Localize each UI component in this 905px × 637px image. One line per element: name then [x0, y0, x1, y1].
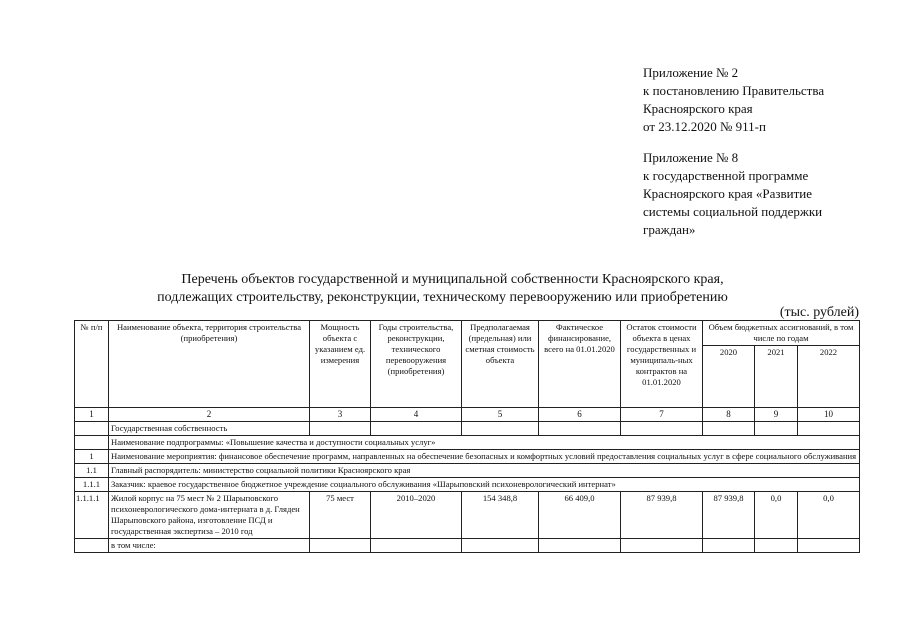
- objects-table: [74, 320, 860, 553]
- col-number: 9: [755, 408, 798, 422]
- table-row: [75, 539, 860, 553]
- manager-number: 1.1: [75, 464, 109, 478]
- object-capacity: 75 мест: [310, 492, 371, 539]
- object-name: Жилой корпус на 75 мест № 2 Шарыповского психоневрологического дома-интерната в д. Гляден Шарыповского района, изготовление ПСД и государственная экспертиза – 2010 год: [109, 492, 310, 539]
- header-name: Наименование объекта, территория строительства (приобретения): [109, 321, 310, 408]
- header-year-2022: 2022: [798, 346, 860, 408]
- col-number: 6: [539, 408, 621, 422]
- appendix-block-2: [643, 149, 822, 239]
- col-number: 5: [462, 408, 539, 422]
- appendix-2-line3: системы социальной поддержки: [643, 204, 823, 219]
- units-label: (тыс. рублей): [779, 305, 859, 320]
- header-year-2020: 2020: [703, 346, 755, 408]
- appendix-block-1: [643, 64, 824, 136]
- col-number: 7: [621, 408, 703, 422]
- subprogram-label: Наименование подпрограммы: «Повышение качества и доступности социальных услуг»: [109, 436, 860, 450]
- header-remaining: Остаток стоимости объекта в ценах государственных и муниципаль-ных контрактов на 01.01.2020: [621, 321, 703, 408]
- appendix-1-title: Приложение № 2: [643, 65, 739, 80]
- col-number: 8: [703, 408, 755, 422]
- object-years: 2010–2020: [371, 492, 462, 539]
- appendix-2-title: Приложение № 8: [643, 150, 739, 165]
- table-row: [75, 478, 860, 492]
- object-cost: 154 348,8: [462, 492, 539, 539]
- header-year-2021: 2021: [755, 346, 798, 408]
- customer-number: 1.1.1: [75, 478, 109, 492]
- table-row: [75, 422, 860, 436]
- header-capacity: Мощность объекта с указанием ед. измерения: [310, 321, 371, 408]
- object-remaining: 87 939,8: [621, 492, 703, 539]
- table-row: [75, 464, 860, 478]
- appendix-2-line1: к государственной программе: [643, 168, 809, 183]
- header-budget: Объем бюджетных ассигнований, в том числе по годам: [703, 321, 860, 346]
- header-num: № п/п: [75, 321, 109, 408]
- appendix-1-line1: к постановлению Правительства: [643, 83, 825, 98]
- header-actual: Фактическое финансирование, всего на 01.01.2020: [539, 321, 621, 408]
- document-title-line2: подлежащих строительству, реконструкции, техническому перевооружению или приобретению: [157, 290, 728, 305]
- object-2020: 87 939,8: [703, 492, 755, 539]
- col-number: 1: [75, 408, 109, 422]
- object-2022: 0,0: [798, 492, 860, 539]
- state-property-label: Государственная собственность: [109, 422, 310, 436]
- manager-label: Главный распорядитель: министерство социальной политики Красноярского края: [109, 464, 860, 478]
- appendix-2-line4: граждан»: [643, 222, 696, 237]
- object-2021: 0,0: [755, 492, 798, 539]
- measure-number: 1: [75, 450, 109, 464]
- table-row: [75, 436, 860, 450]
- col-number: 2: [109, 408, 310, 422]
- appendix-1-line2: Красноярского края: [643, 101, 753, 116]
- table-row: [75, 450, 860, 464]
- measure-label: Наименование мероприятия: финансовое обеспечение программ, направленных на обеспечение безопасных и комфортных условий предоставления социальных услуг в сфере социального обслуживания: [109, 450, 860, 464]
- including-label: в том числе:: [109, 539, 310, 553]
- object-number: 1.1.1.1: [75, 492, 109, 539]
- col-number: 10: [798, 408, 860, 422]
- column-numbers-row: [75, 408, 860, 422]
- col-number: 3: [310, 408, 371, 422]
- object-actual: 66 409,0: [539, 492, 621, 539]
- appendix-1-line3: от 23.12.2020 № 911-п: [643, 119, 766, 134]
- appendix-2-line2: Красноярского края «Развитие: [643, 186, 813, 201]
- table-header-row: [75, 321, 860, 346]
- header-years: Годы строительства, реконструкции, технического перевооружения (приобретения): [371, 321, 462, 408]
- col-number: 4: [371, 408, 462, 422]
- document-title-line1: Перечень объектов государственной и муниципальной собственности Красноярского края,: [181, 272, 724, 287]
- table-row: [75, 492, 860, 539]
- customer-label: Заказчик: краевое государственное бюджетное учреждение социального обслуживания «Шарыповский психоневрологический интернат»: [109, 478, 860, 492]
- header-cost: Предполагаемая (предельная) или сметная стоимость объекта: [462, 321, 539, 408]
